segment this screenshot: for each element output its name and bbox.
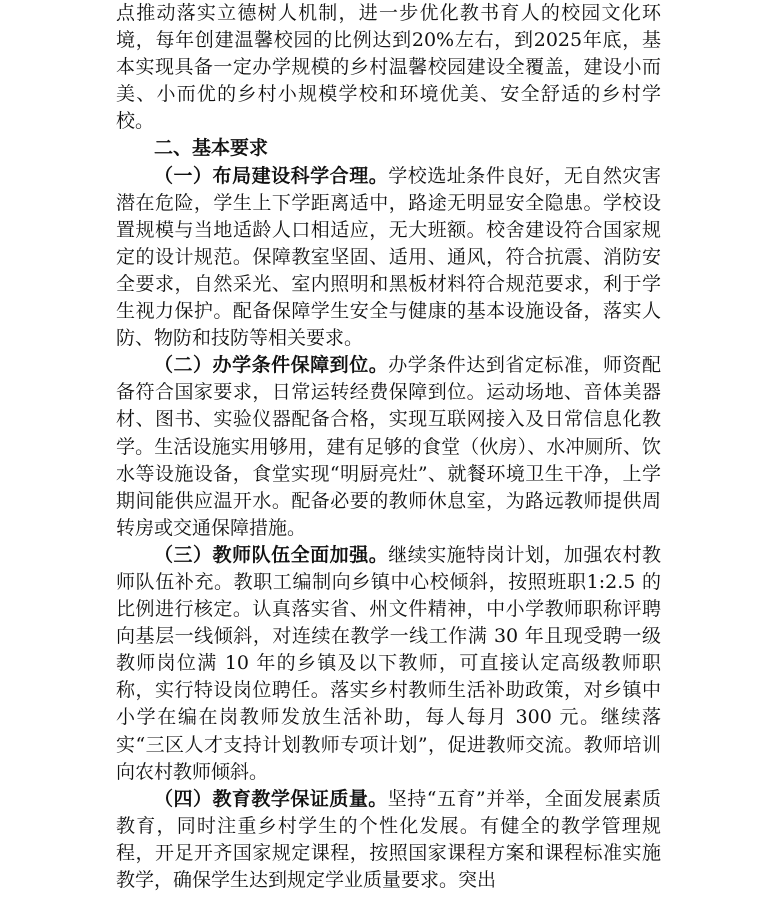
item-body-3: 继续实施特岗计划，加强农村教师队伍补充。教职工编制向乡镇中心校倾斜，按照班职1:2.5 的比例进行核定。认真落实省、州文件精神，中小学教师职称评聘向基层一线倾斜，对连续在教学一线工作满 30 年且现受聘一级教师岗位满 10 年的乡镇及以下教师，可直接认定高级教师职称，实行特设岗位聘任。落实乡村教师生活补助政策，对乡镇中小学在编在岗教师发放生活补助，每人每月 300 元。继续落实“三区人才支持计划教师专项计划”，促进教师交流。教师培训向农村教师倾斜。	[116, 543, 661, 783]
document-page	[116, 0, 661, 894]
item-paragraph-1	[116, 163, 661, 353]
item-lead-3: （三）教师队伍全面加强。	[154, 543, 389, 566]
section-heading: 二、基本要求	[154, 137, 269, 160]
item-body-2: 办学条件达到省定标准，师资配备符合国家要求，日常运转经费保障到位。运动场地、音体美器材、图书、实验仪器配备合格，实现互联网接入及日常信息化教学。生活设施实用够用，建有足够的食堂（伙房）、水冲厕所、饮水等设施设备，食堂实现“明厨亮灶”、就餐环境卫生干净，上学期间能供应温开水。配备必要的教师休息室，为路远教师提供周转房或交通保障措施。	[116, 354, 661, 539]
item-paragraph-4	[116, 786, 661, 894]
item-paragraph-3	[116, 542, 661, 786]
item-body-4: 坚持“五育”并举，全面发展素质教育，同时注重乡村学生的个性化发展。有健全的教学管理规程，开足开齐国家规定课程，按照国家课程方案和课程标准实施教学，确保学生达到规定学业质量要求。突出	[116, 787, 661, 891]
intro-paragraph: 点推动落实立德树人机制，进一步优化教书育人的校园文化环境，每年创建温馨校园的比例达到20%左右，到2025年底，基本实现具备一定办学规模的乡村温馨校园建设全覆盖，建设小而美、小而优的乡村小规模学校和环境优美、安全舒适的乡村学校。	[116, 2, 661, 133]
item-lead-1: （一）布局建设科学合理。	[154, 164, 389, 187]
item-lead-4: （四）教育教学保证质量。	[154, 787, 388, 810]
item-paragraph-2	[116, 352, 661, 542]
item-lead-2: （二）办学条件保障到位。	[154, 354, 389, 377]
item-body-1: 学校选址条件良好，无自然灾害潜在危险，学生上下学距离适中，路途无明显安全隐患。学校设置规模与当地适龄人口相适应，无大班额。校舍建设符合国家规定的设计规范。保障教室坚固、适用、通风，符合抗震、消防安全要求，自然采光、室内照明和黑板材料符合规范要求，利于学生视力保护。配备保障学生安全与健康的基本设施设备，落实人防、物防和技防等相关要求。	[116, 164, 661, 350]
